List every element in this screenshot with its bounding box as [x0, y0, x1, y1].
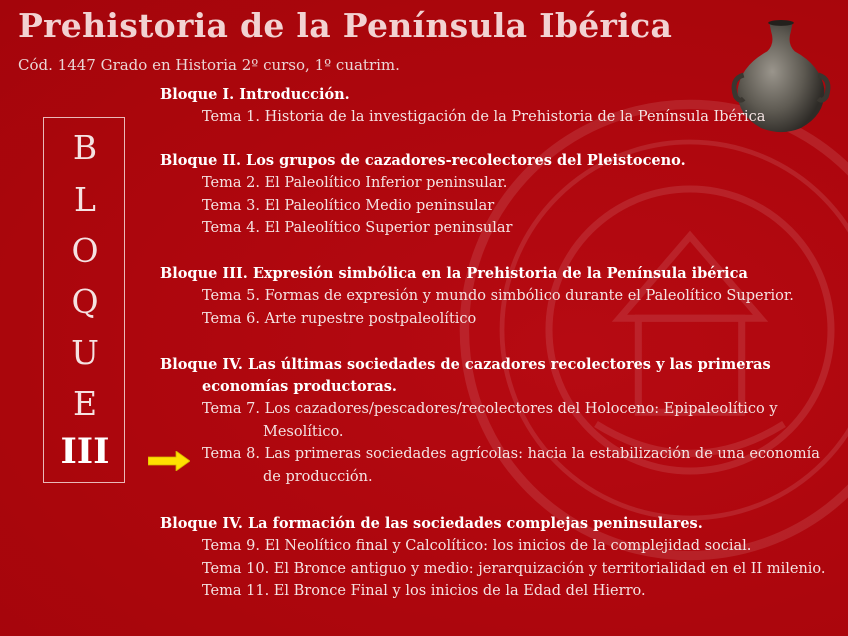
- bloque-letter: L: [74, 180, 96, 219]
- tema-item: Tema 7. Los cazadores/pescadores/recolectores del Holoceno: Epipaleolítico y Mesolítico.: [202, 401, 778, 440]
- tema-item: Tema 5. Formas de expresión y mundo simbólico durante el Paleolítico Superior.: [202, 288, 794, 304]
- course-subtitle: Cód. 1447 Grado en Historia 2º curso, 1º cuatrim.: [18, 56, 400, 74]
- tema-item: Tema 9. El Neolítico final y Calcolítico: los inicios de la complejidad social.: [202, 538, 752, 554]
- block-5: [160, 513, 840, 603]
- tema-item: Tema 6. Arte rupestre postpaleolítico: [202, 310, 477, 327]
- page-title: Prehistoria de la Península Ibérica: [18, 6, 673, 45]
- tema-item: Tema 10. El Bronce antiguo y medio: jerarquización y territorialidad en el II milenio.: [202, 560, 826, 577]
- tema-item-highlighted: Tema 8. Las primeras sociedades agrícolas: hacia la estabilización de una economía de producción.: [202, 446, 820, 485]
- tema-item: Tema 3. El Paleolítico Medio peninsular: [202, 197, 495, 214]
- bloque-letter: B: [72, 128, 98, 167]
- tema-item: Tema 11. El Bronce Final y los inicios de la Edad del Hierro.: [202, 583, 646, 599]
- block-heading: Bloque II. Los grupos de cazadores-recolectores del Pleistoceno.: [160, 152, 686, 169]
- block-heading: Bloque IV. Las últimas sociedades de cazadores recolectores y las primeras: [160, 356, 771, 373]
- block-3: [160, 263, 840, 330]
- bloque-letter: E: [72, 384, 98, 423]
- tema-item: Tema 2. El Paleolítico Inferior peninsular.: [202, 175, 508, 191]
- block-heading: Bloque III. Expresión simbólica en la Prehistoria de la Península ibérica: [160, 265, 748, 282]
- block-heading: Bloque IV. La formación de las sociedades complejas peninsulares.: [160, 515, 703, 532]
- block-heading-continuation: economías productoras.: [202, 378, 397, 395]
- tema-item: Tema 1. Historia de la investigación de la Prehistoria de la Península Ibérica: [202, 109, 766, 125]
- block-4: [160, 354, 840, 488]
- block-2: [160, 150, 840, 240]
- bloque-number: III: [60, 431, 110, 472]
- block-heading: Bloque I. Introducción.: [160, 86, 350, 103]
- tema-item: Tema 4. El Paleolítico Superior peninsular: [202, 220, 513, 236]
- bloque-letter: O: [71, 231, 99, 270]
- bloque-letter: U: [71, 333, 99, 372]
- bloque-letter: Q: [71, 282, 99, 321]
- bloque-indicator: [43, 117, 125, 483]
- block-1: [160, 84, 840, 129]
